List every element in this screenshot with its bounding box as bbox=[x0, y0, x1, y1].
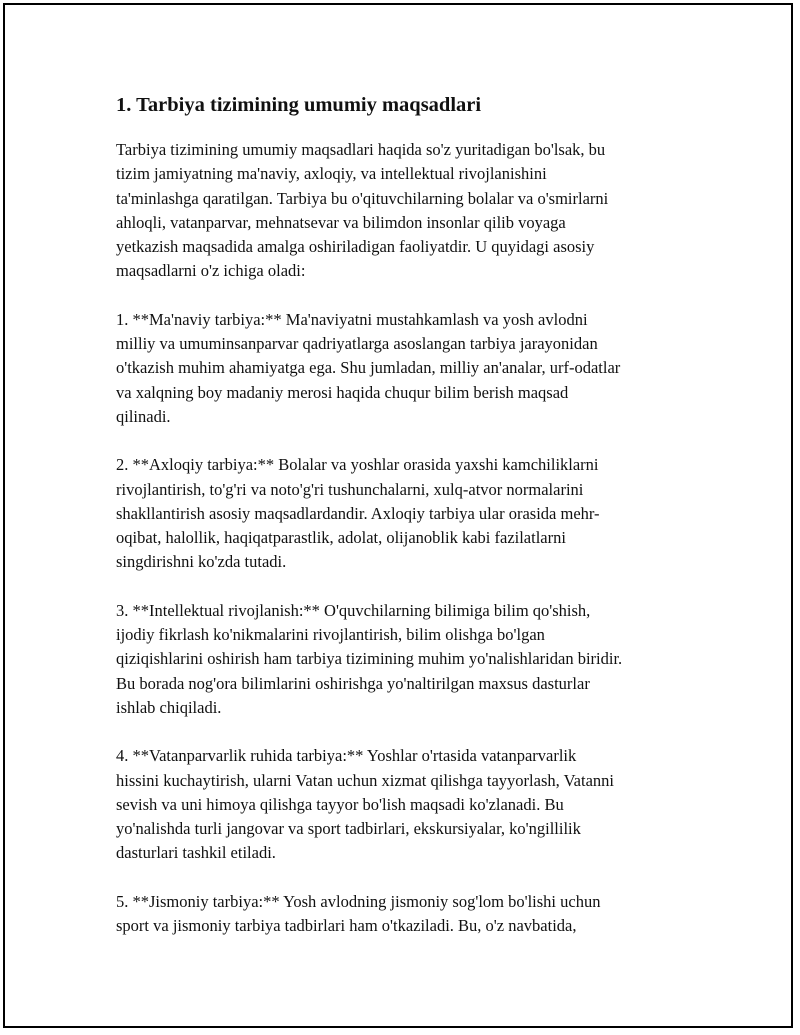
document-title: 1. Tarbiya tizimining umumiy maqsadlari bbox=[116, 94, 482, 116]
paragraph-intellektual-rivojlanish: 3. **Intellektual rivojlanish:** O'quvchilarning bilimiga bilim qo'shish, ijodiy fikrlash ko'nikmalarini rivojlantirish, bilim olishga bo'lgan qiziqishlarini oshirish ham tarbiya tizimining muhim yo'nalishlaridan biridir. Bu borada nog'ora bilimlarini oshirishga yo'naltirilgan maxsus dasturlar ishlab chiqiladi. bbox=[116, 600, 623, 717]
document-body bbox=[116, 90, 696, 962]
paragraph-manaviy-tarbiya: 1. **Ma'naviy tarbiya:** Ma'naviyatni mustahkamlash va yosh avlodni milliy va umuminsanparvar qadriyatlarga asoslangan tarbiya jarayonidan o'tkazish muhim ahamiyatga ega. Shu jumladan, milliy an'analar, urf-odatlar va xalqning boy madaniy merosi haqida chuqur bilim berish maqsad qilinadi. bbox=[116, 309, 621, 426]
paragraph-jismoniy-tarbiya: 5. **Jismoniy tarbiya:** Yosh avlodning jismoniy sog'lom bo'lishi uchun sport va jismoniy tarbiya tadbirlari ham o'tkaziladi. Bu, o'z navbatida, bbox=[116, 891, 601, 936]
paragraph-axloqiy-tarbiya: 2. **Axloqiy tarbiya:** Bolalar va yoshlar orasida yaxshi kamchiliklarni rivojlantirish, to'g'ri va noto'g'ri tushunchalarni, xulq-atvor normalarini shakllantirish asosiy maqsadlardandir. Axloqiy tarbiya ular orasida mehr- oqibat, halollik, haqiqatparastlik, adolat, olijanoblik kabi fazilatlarni singdirishni ko'zda tutadi. bbox=[116, 455, 600, 572]
intro-paragraph: Tarbiya tizimining umumiy maqsadlari haqida so'z yuritadigan bo'lsak, bu tizim jamiyatning ma'naviy, axloqiy, va intellektual rivojlanishini ta'minlashga qaratilgan. Tarbiya bu o'qituvchilarning bolalar va o'smirlarni ahloqli, vatanparvar, mehnatsevar va bilimdon insonlar qilib voyaga yetkazish maqsadida amalga oshiriladigan faoliyatdir. U quyidagi asosiy maqsadlarni o'z ichiga oladi: bbox=[116, 140, 609, 281]
paragraph-vatanparvarlik-tarbiya: 4. **Vatanparvarlik ruhida tarbiya:** Yoshlar o'rtasida vatanparvarlik hissini kuchaytirish, ularni Vatan uchun xizmat qilishga tayyorlash, Vatanni sevish va uni himoya qilishga tayyor bo'lish maqsadi ko'zlanadi. Bu yo'nalishda turli jangovar va sport tadbirlari, ekskursiyalar, ko'ngillilik dasturlari tashkil etiladi. bbox=[116, 746, 614, 863]
